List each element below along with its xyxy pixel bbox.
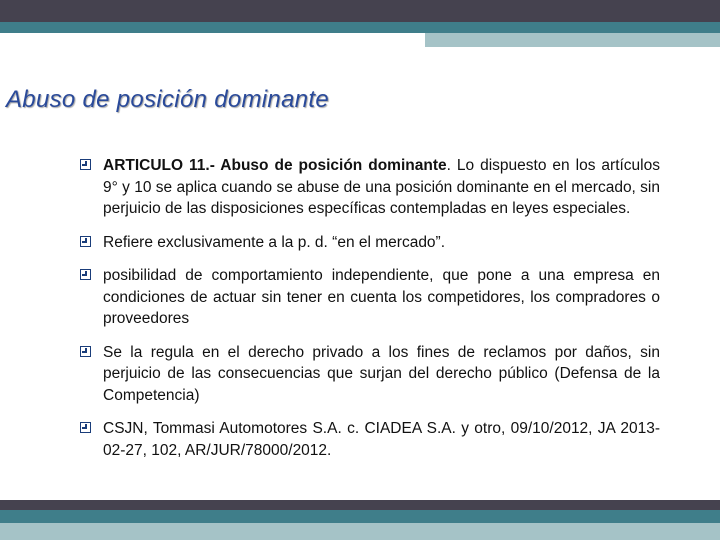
top-band-teal <box>0 22 720 33</box>
bullet-list <box>78 155 660 473</box>
checkbox-icon <box>80 269 91 280</box>
bottom-band-light <box>0 523 720 540</box>
bottom-band-dark <box>0 500 720 510</box>
slide-title: Abuso de posición dominante <box>6 86 329 113</box>
checkbox-icon <box>80 159 91 170</box>
bullet-text: Se la regula en el derecho privado a los fines de reclamos por daños, sin perjuicio de las consecuencias que surjan del derecho público (Defensa de la Competencia) <box>103 343 660 404</box>
bullet-bold-text: ARTICULO 11.- Abuso de posición dominante <box>103 157 447 174</box>
bullet-text: posibilidad de comportamiento independiente, que pone a una empresa en condiciones de actuar sin tener en cuenta los competidores, los compradores o proveedores <box>103 267 660 327</box>
checkbox-icon <box>80 236 91 247</box>
top-band-dark <box>0 0 720 22</box>
bullet-item <box>78 155 660 220</box>
bullet-text: . Lo dispuesto en los artículos 9° y 10 se aplica cuando se abuse de una posición dominante en el mercado, sin perjuicio de las disposiciones específicas contempladas en leyes especiales. <box>103 157 660 217</box>
bullet-text: Refiere exclusivamente a la p. d. “en el mercado”. <box>103 233 446 251</box>
bullet-item <box>78 418 660 461</box>
checkbox-icon <box>80 346 91 357</box>
checkbox-icon <box>80 422 91 433</box>
bullet-item <box>78 265 660 330</box>
bullet-text: CSJN, Tommasi Automotores S.A. c. CIADEA S.A. y otro, 09/10/2012, JA 2013-02-27, 102, AR/JUR/78000/2012. <box>103 420 660 459</box>
top-band-light <box>425 33 720 47</box>
bullet-item <box>78 232 660 254</box>
bottom-band-teal <box>0 510 720 523</box>
bullet-item <box>78 342 660 407</box>
